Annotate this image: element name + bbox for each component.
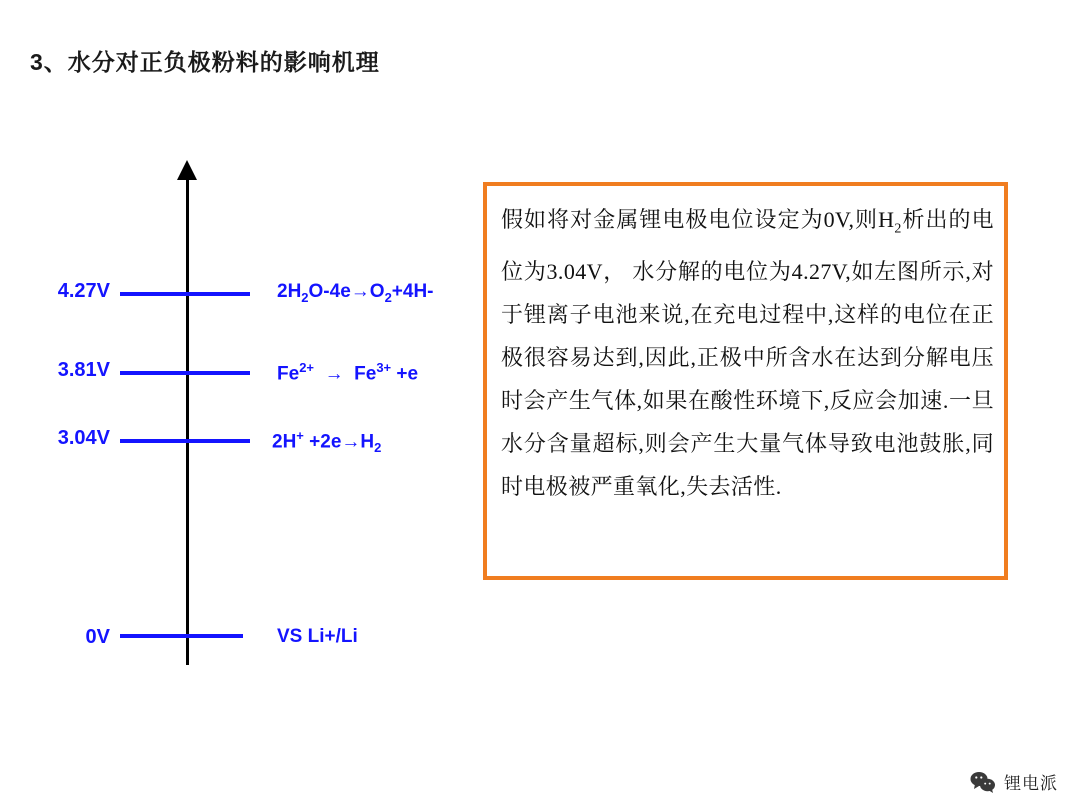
level-line-3 bbox=[120, 634, 243, 638]
level-equation-0: $2H_2O-4e\to O_2+4H-$ bbox=[277, 281, 434, 305]
level-label-0: 4.27V bbox=[57, 280, 110, 302]
explanation-text: 假如将对金属锂电极电位设定为0V,则$H_2$析出的电位为3.04V， 水分解的电位为4.27V,如左图所示,对于锂离子电池来说,在充电过程中,这样的电位在正极很容易达到,因此,正极中所含水在达到分解电压时会产生气体,如果在酸性环境下,反应会加速.一旦水分含量超标,则会产生大量气体导致电池鼓胀,同时电极被严重氧化,失去活性. bbox=[501, 207, 994, 500]
level-equation-2: $2H^+ +2e\to H_2$ bbox=[272, 428, 382, 456]
footer-brand-label: 锂电派 bbox=[1004, 774, 1058, 793]
level-line-2 bbox=[120, 439, 250, 443]
level-label-3: 0V bbox=[85, 626, 110, 648]
potential-axis bbox=[186, 175, 189, 665]
level-line-1 bbox=[120, 371, 250, 375]
level-line-0 bbox=[120, 292, 250, 296]
potential-scale-diagram bbox=[0, 150, 480, 670]
level-label-2: 3.04V bbox=[57, 427, 110, 449]
explanation-box bbox=[483, 182, 1008, 580]
page-title: 3、水分对正负极粉料的影响机理 bbox=[30, 49, 380, 75]
wechat-icon bbox=[970, 771, 996, 793]
level-equation-1: $Fe^{2+} \to Fe^{3+} +e$ bbox=[277, 360, 419, 385]
level-equation-3: VS Li+/Li bbox=[277, 626, 358, 647]
footer-brand bbox=[970, 769, 1058, 794]
level-label-1: 3.81V bbox=[57, 359, 110, 381]
